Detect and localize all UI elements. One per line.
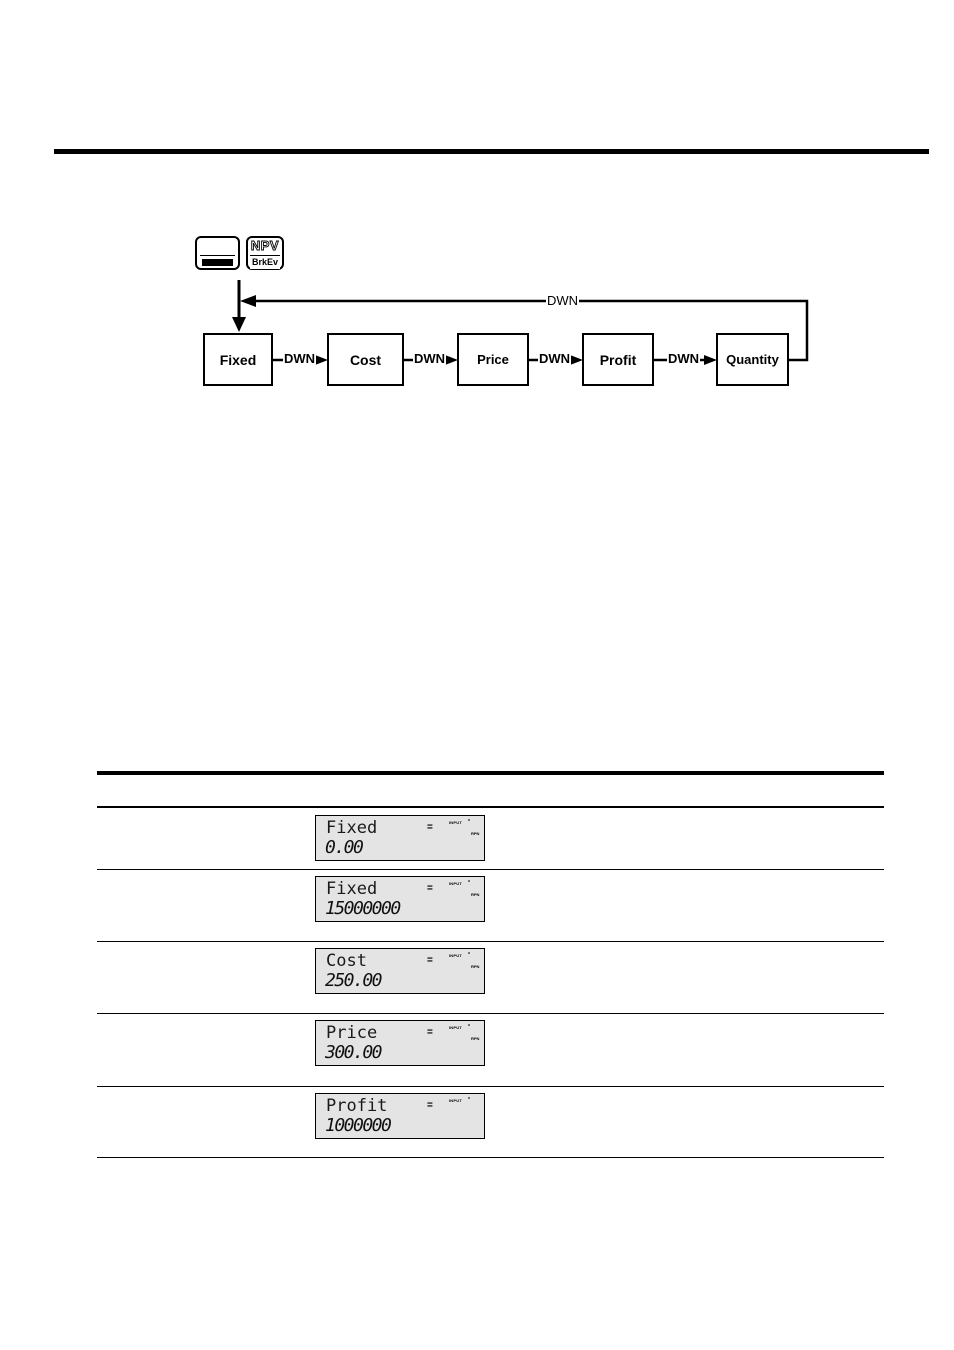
lcd-equals: =	[427, 1100, 433, 1111]
lcd-equals: =	[427, 883, 433, 894]
lcd-annunciator: *	[468, 1097, 470, 1103]
lcd-rpn-indicator: RPN	[471, 831, 480, 836]
flow-box-quantity: Quantity	[716, 333, 789, 386]
dwn-label-1: DWN	[284, 351, 316, 366]
lcd-label: Price	[326, 1023, 378, 1043]
lcd-value: 0.00	[325, 837, 363, 858]
npv-label: NPV	[250, 238, 280, 253]
lcd-equals: =	[427, 1027, 433, 1038]
lcd-rpn-indicator: RPN	[471, 964, 480, 969]
lcd-label: Fixed	[326, 879, 378, 899]
lcd-display	[315, 1020, 485, 1066]
table-top-rule	[97, 771, 884, 775]
lcd-display	[315, 815, 485, 861]
table-row-rule	[97, 1086, 884, 1087]
lcd-annunciator: *	[468, 819, 470, 825]
lcd-label: Cost	[326, 951, 367, 971]
lcd-label: Fixed	[326, 818, 378, 838]
return-dwn-label: DWN	[547, 293, 579, 308]
lcd-rpn-indicator: RPN	[471, 892, 480, 897]
table-row-rule	[97, 941, 884, 942]
lcd-rpn-indicator: RPN	[471, 1036, 480, 1041]
lcd-equals: =	[427, 822, 433, 833]
table-row-rule	[97, 869, 884, 870]
flow-box-cost: Cost	[327, 333, 404, 386]
flow-box-price: Price	[457, 333, 529, 386]
lcd-annunciator: *	[468, 1024, 470, 1030]
lcd-input-indicator: INPUT	[449, 1025, 462, 1030]
lcd-label: Profit	[326, 1096, 388, 1116]
lcd-display	[315, 948, 485, 994]
table-row-rule	[97, 1013, 884, 1014]
flow-box-profit: Profit	[582, 333, 654, 386]
lcd-value: 250.00	[325, 970, 382, 991]
dwn-label-2: DWN	[414, 351, 446, 366]
dwn-label-3: DWN	[539, 351, 571, 366]
table-header-rule	[97, 806, 884, 808]
table-bottom-rule	[97, 1157, 884, 1158]
lcd-value: 300.00	[325, 1042, 382, 1063]
lcd-input-indicator: INPUT	[449, 1098, 462, 1103]
lcd-input-indicator: INPUT	[449, 820, 462, 825]
dwn-label-4: DWN	[668, 351, 700, 366]
lcd-input-indicator: INPUT	[449, 953, 462, 958]
lcd-value: 15000000	[325, 898, 400, 919]
brkev-label: BrkEv	[251, 257, 278, 267]
lcd-equals: =	[427, 955, 433, 966]
lcd-annunciator: *	[468, 880, 470, 886]
lcd-value: 1000000	[325, 1115, 391, 1136]
lcd-display	[315, 876, 485, 922]
lcd-annunciator: *	[468, 952, 470, 958]
lcd-input-indicator: INPUT	[449, 881, 462, 886]
lcd-display	[315, 1093, 485, 1139]
flow-box-fixed: Fixed	[203, 333, 273, 386]
